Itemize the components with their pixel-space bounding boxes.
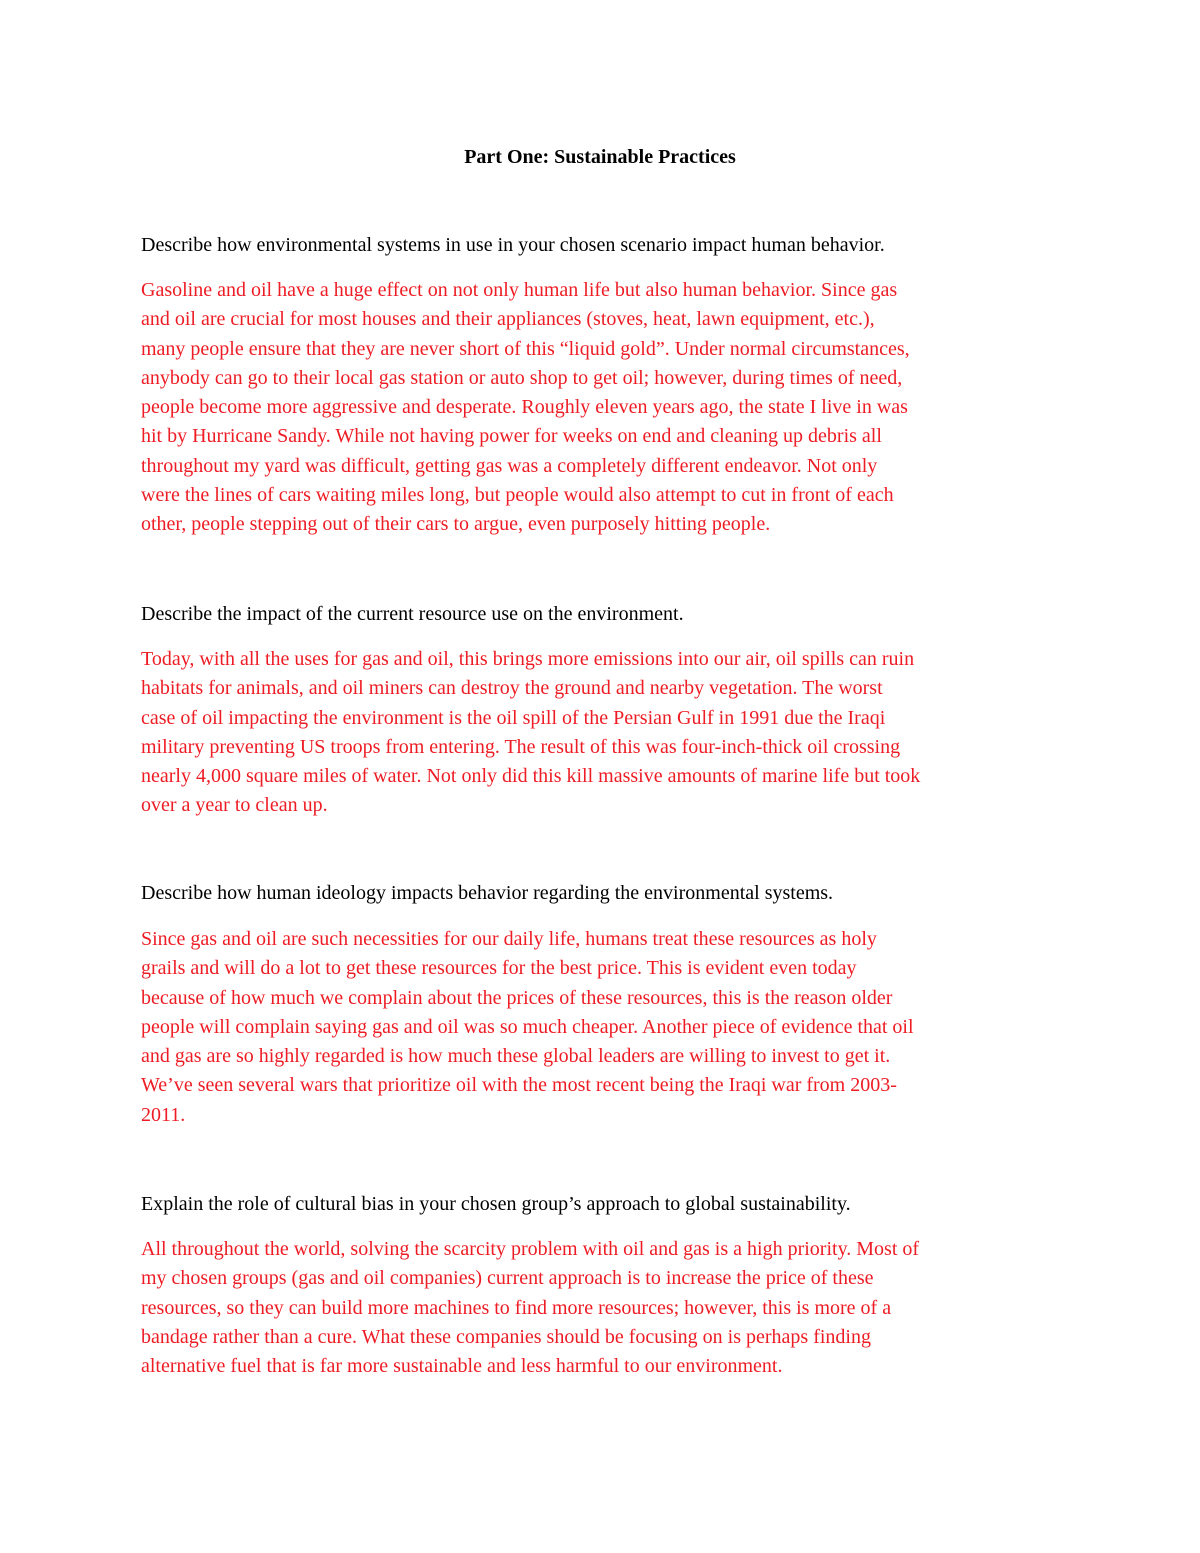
answer-line: my chosen groups (gas and oil companies) current approach is to increase the price of these (141, 1267, 874, 1290)
answer-line: anybody can go to their local gas station or auto shop to get oil; however, during times of need, (141, 366, 903, 389)
answer-line: Today, with all the uses for gas and oil, this brings more emissions into our air, oil spills can ruin (141, 648, 915, 670)
answer-line: hit by Hurricane Sandy. While not having power for weeks on end and cleaning up debris all (141, 425, 882, 448)
answer-line: Gasoline and oil have a huge effect on not only human life but also human behavior. Since gas (141, 279, 898, 301)
section-4-answer (141, 1235, 1071, 1381)
page-title: Part One: Sustainable Practices (464, 146, 736, 168)
answer-line: nearly 4,000 square miles of water. Not only did this kill massive amounts of marine life but took (141, 765, 921, 788)
answer-line: case of oil impacting the environment is the oil spill of the Persian Gulf in 1991 due the Iraqi (141, 706, 886, 729)
answer-line: other, people stepping out of their cars to argue, even purposely hitting people. (141, 513, 771, 536)
section-1-question: Describe how environmental systems in use in your chosen scenario impact human behavior. (141, 234, 885, 256)
answer-line: were the lines of cars waiting miles long, but people would also attempt to cut in front of each (141, 484, 894, 507)
section-1-answer (141, 276, 1071, 540)
answer-line: people become more aggressive and desperate. Roughly eleven years ago, the state I live in was (141, 396, 908, 419)
answer-line: many people ensure that they are never short of this “liquid gold”. Under normal circumstances, (141, 337, 910, 360)
answer-line: bandage rather than a cure. What these companies should be focusing on is perhaps finding (141, 1325, 871, 1348)
answer-line: and gas are so highly regarded is how much these global leaders are willing to invest to get it. (141, 1045, 891, 1068)
answer-line: alternative fuel that is far more sustainable and less harmful to our environment. (141, 1355, 783, 1378)
section-3-answer (141, 925, 1071, 1130)
answer-line: Since gas and oil are such necessities for our daily life, humans treat these resources as holy (141, 928, 877, 950)
answer-line: military preventing US troops from entering. The result of this was four-inch-thick oil crossing (141, 735, 901, 758)
section-3-question: Describe how human ideology impacts behavior regarding the environmental systems. (141, 882, 834, 904)
answer-line: 2011. (141, 1103, 186, 1126)
answer-line: habitats for animals, and oil miners can destroy the ground and nearby vegetation. The worst (141, 677, 883, 700)
section-4-question: Explain the role of cultural bias in your chosen group’s approach to global sustainability. (141, 1193, 851, 1215)
answer-line: throughout my yard was difficult, getting gas was a completely different endeavor. Not only (141, 454, 878, 477)
answer-line: and oil are crucial for most houses and their appliances (stoves, heat, lawn equipment, etc.), (141, 308, 875, 331)
answer-line: people will complain saying gas and oil was so much cheaper. Another piece of evidence that oil (141, 1015, 914, 1038)
section-2-answer (141, 645, 1071, 821)
section-2-question: Describe the impact of the current resource use on the environment. (141, 603, 684, 625)
answer-line: All throughout the world, solving the scarcity problem with oil and gas is a high priority. Most of (141, 1238, 920, 1260)
answer-line: because of how much we complain about the prices of these resources, this is the reason older (141, 986, 893, 1009)
answer-line: over a year to clean up. (141, 794, 328, 817)
answer-line: grails and will do a lot to get these resources for the best price. This is evident even today (141, 957, 857, 980)
answer-line: resources, so they can build more machines to find more resources; however, this is more of a (141, 1296, 892, 1319)
answer-line: We’ve seen several wars that prioritize oil with the most recent being the Iraqi war from 2003- (141, 1074, 897, 1097)
